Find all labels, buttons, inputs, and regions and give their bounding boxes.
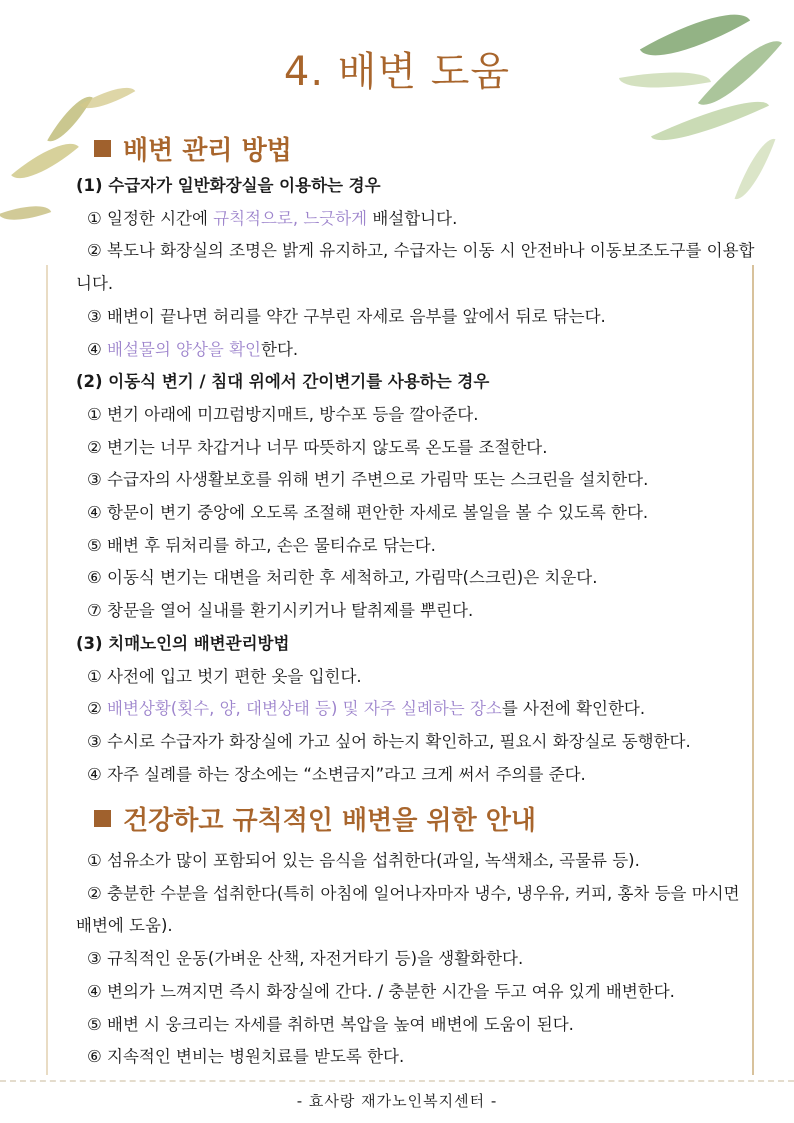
list-item: ③ 수시로 수급자가 화장실에 가고 싶어 하는지 확인하고, 필요시 화장실로 동행한다. [87,731,691,751]
list-item: ⑤ 배변 시 웅크리는 자세를 취하면 복압을 높여 배변에 도움이 된다. [87,1014,574,1034]
list-item: ③ 수급자의 사생활보호를 위해 변기 주변으로 가림막 또는 스크린을 설치한다. [87,470,649,490]
list-item: ⑦ 창문을 열어 실내를 환기시키거나 탈취제를 뿌린다. [87,601,474,621]
list-item: ④ 변의가 느껴지면 즉시 화장실에 간다. / 충분한 시간을 두고 여유 있게 배변한다. [87,981,675,1001]
section-body [76,845,756,1074]
square-bullet-icon [94,810,111,827]
list-item: ① 사전에 입고 벗기 편한 옷을 입힌다. [87,666,362,686]
list-item: ⑤ 배변 후 뒤처리를 하고, 손은 물티슈로 닦는다. [87,535,436,555]
list-item: ② 배변상황(횟수, 양, 대변상태 등) 및 자주 실례하는 장소를 사전에 확인한다. [87,699,646,719]
section-heading [94,800,536,837]
list-item: ③ 규칙적인 운동(가벼운 산책, 자전거타기 등)을 생활화한다. [87,949,524,969]
list-item: ② 복도나 화장실의 조명은 밝게 유지하고, 수급자는 이동 시 안전바나 이동보조도구를 이용합니다. [76,241,755,294]
section-body [76,170,756,791]
list-item: ① 변기 아래에 미끄럼방지매트, 방수포 등을 깔아준다. [87,404,479,424]
section-heading-text: 배변 관리 방법 [123,136,292,166]
list-item: ③ 배변이 끝나면 허리를 약간 구부린 자세로 음부를 앞에서 뒤로 닦는다. [87,306,606,326]
footer-divider [0,1080,794,1082]
subheading: (1) 수급자가 일반화장실을 이용하는 경우 [76,176,381,195]
subheading: (3) 치매노인의 배변관리방법 [76,633,290,653]
list-item: ② 변기는 너무 차갑거나 너무 따뜻하지 않도록 온도를 조절한다. [87,437,548,457]
list-item: ④ 자주 실례를 하는 장소에는 “소변금지”라고 크게 써서 주의를 준다. [87,764,586,784]
section-heading-text: 건강하고 규칙적인 배변을 위한 안내 [123,806,536,836]
list-item: ④ 배설물의 양상을 확인한다. [87,339,299,359]
subheading: (2) 이동식 변기 / 침대 위에서 간이변기를 사용하는 경우 [76,372,490,392]
list-item: ⑥ 지속적인 변비는 병원치료를 받도록 한다. [87,1047,405,1067]
footer-organization: - 효사랑 재가노인복지센터 - [296,1092,498,1110]
list-item: ④ 항문이 변기 중앙에 오도록 조절해 편안한 자세로 볼일을 볼 수 있도록 한다. [87,503,649,523]
list-item: ⑥ 이동식 변기는 대변을 처리한 후 세척하고, 가림막(스크린)은 치운다. [87,568,598,588]
list-item: ① 일정한 시간에 규칙적으로, 느긋하게 배설합니다. [87,208,458,228]
square-bullet-icon [94,140,111,157]
section-heading [94,130,292,167]
list-item: ① 섬유소가 많이 포함되어 있는 음식을 섭취한다(과일, 녹색채소, 곡물류 등). [87,851,640,870]
page-title: 4. 배변 도움 [283,49,511,95]
list-item: ② 충분한 수분을 섭취한다(특히 아침에 일어나자마자 냉수, 냉우유, 커피, 홍차 등을 마시면 배변에 도움). [76,883,740,936]
